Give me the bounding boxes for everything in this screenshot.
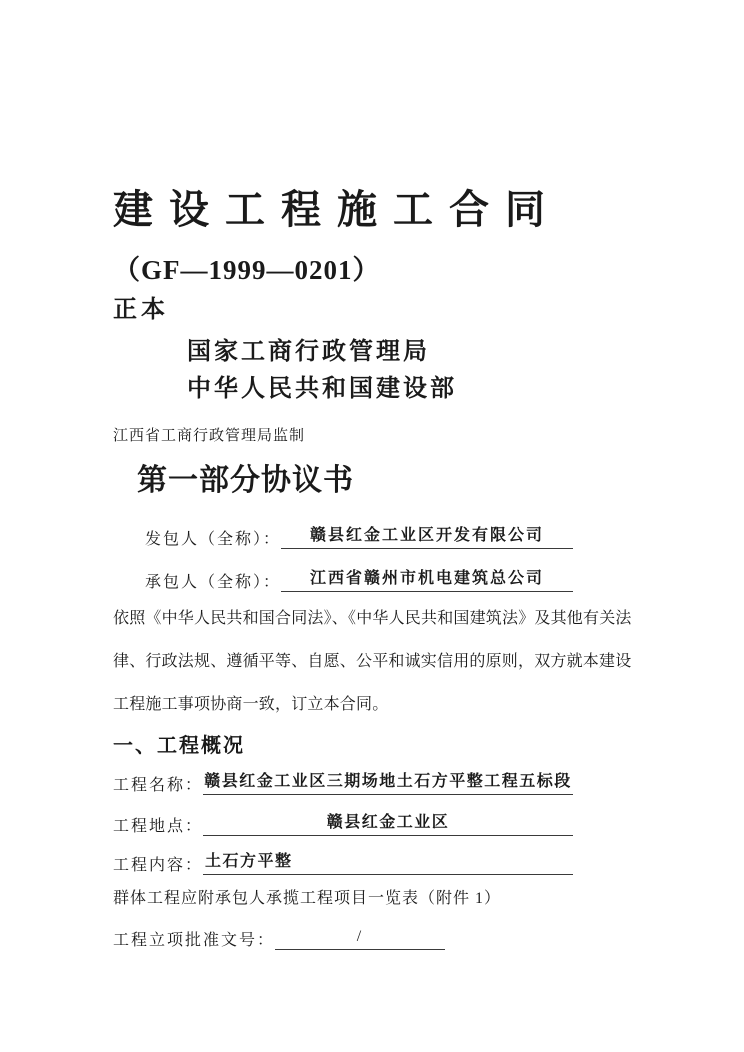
project-location-blank[interactable]: 赣县红金工业区 xyxy=(203,814,573,836)
employer-field-row xyxy=(145,527,573,549)
approval-number-label: 工程立项批准文号： xyxy=(113,932,276,950)
project-name-field-row xyxy=(113,773,573,795)
project-location-label: 工程地点： xyxy=(113,818,204,836)
contractor-name-blank[interactable]: 江西省赣州市机电建筑总公司 xyxy=(281,570,573,592)
part-one-heading: 第一部分协议书 xyxy=(137,464,354,498)
copy-type-label: 正本 xyxy=(113,296,169,323)
approval-number-blank[interactable]: / xyxy=(275,928,445,950)
preamble-paragraph: 依照《中华人民共和国合同法》、《中华人民共和国建筑法》及其他有关法律、行政法规、遵循平等、自愿、公平和诚实信用的原则，双方就本建设工程施工事项协商一致，订立本合同。 xyxy=(113,610,632,714)
document-title: 建设工程施工合同 xyxy=(113,187,561,232)
project-name-blank[interactable]: 赣县红金工业区三期场地土石方平整工程五标段 xyxy=(203,773,573,795)
project-content-blank[interactable]: 土石方平整 xyxy=(203,853,573,875)
group-project-note: 群体工程应附承包人承揽工程项目一览表（附件 1） xyxy=(113,890,502,908)
supervising-authority: 江西省工商行政管理局监制 xyxy=(113,428,306,445)
contractor-label: 承包人（全称）： xyxy=(145,574,282,592)
section-one-heading: 一、工程概况 xyxy=(113,735,245,758)
project-content-label: 工程内容： xyxy=(113,857,204,875)
form-number: （GF—1999—0201） xyxy=(113,255,381,286)
issuing-authority-line2: 中华人民共和国建设部 xyxy=(187,376,457,403)
contractor-field-row xyxy=(145,570,573,592)
project-location-field-row xyxy=(113,814,573,836)
employer-name-blank[interactable]: 赣县红金工业区开发有限公司 xyxy=(281,527,573,549)
project-content-field-row xyxy=(113,853,573,875)
project-name-label: 工程名称： xyxy=(113,777,204,795)
issuing-authority-line1: 国家工商行政管理局 xyxy=(187,339,430,366)
employer-label: 发包人（全称）： xyxy=(145,531,282,549)
approval-number-field-row xyxy=(113,928,633,950)
